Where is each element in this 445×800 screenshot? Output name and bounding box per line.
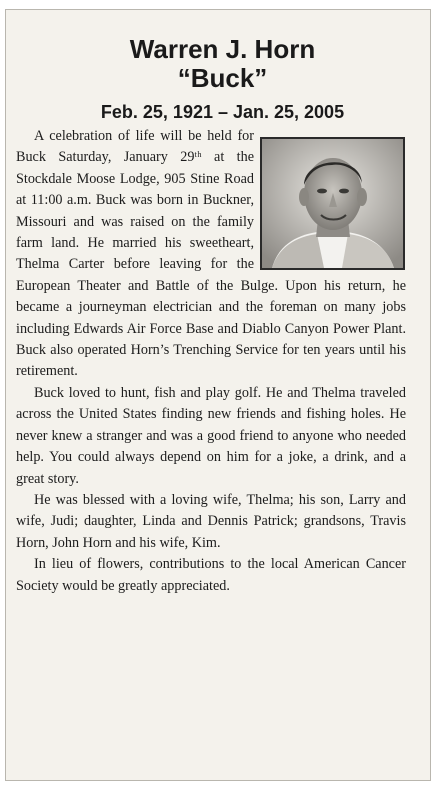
deceased-name: Warren J. Horn [129, 34, 316, 64]
paragraph-donations: In lieu of flowers, contributions to the local American Cancer Society would be greatly appreciated. [16, 556, 406, 594]
paragraph-hobbies: Buck loved to hunt, fish and play golf. He and Thelma traveled across the United States finding new friends and fishing holes. He never knew a stranger and was a good friend to anyone who needed help. You could always depend on him for a joke, a drink, and a great story. [16, 384, 406, 487]
life-dates: Feb. 25, 1921 – Jan. 25, 2005 [100, 102, 345, 122]
paragraph-service: A celebration of life will be held for Buck Saturday, January 29ᵗʰ at the Stockdale Moose Lodge, 905 Stine Road at 11:00 a.m. Buck was born in Buckner, Missouri and was raised on the family farm land. He married his sweetheart, Thelma Carter before leaving for the European Theater and Battle of the Bulge. Upon his return, he became a journeyman electrician and the foreman on many jobs including Edwards Air Force Base and Diablo Canyon Power Plant. Buck also operated Horn’s Trenching Service for ten years until his retirement. [16, 128, 406, 380]
deceased-nickname: “Buck” [177, 63, 268, 93]
paragraph-survivors: He was blessed with a loving wife, Thelma; his son, Larry and wife, Judi; daughter, Linda and Dennis Patrick; grandsons, Travis Horn, John Horn and his wife, Kim. [16, 491, 406, 551]
photo-wrap-spacer [254, 126, 406, 274]
obituary-text [16, 126, 406, 597]
